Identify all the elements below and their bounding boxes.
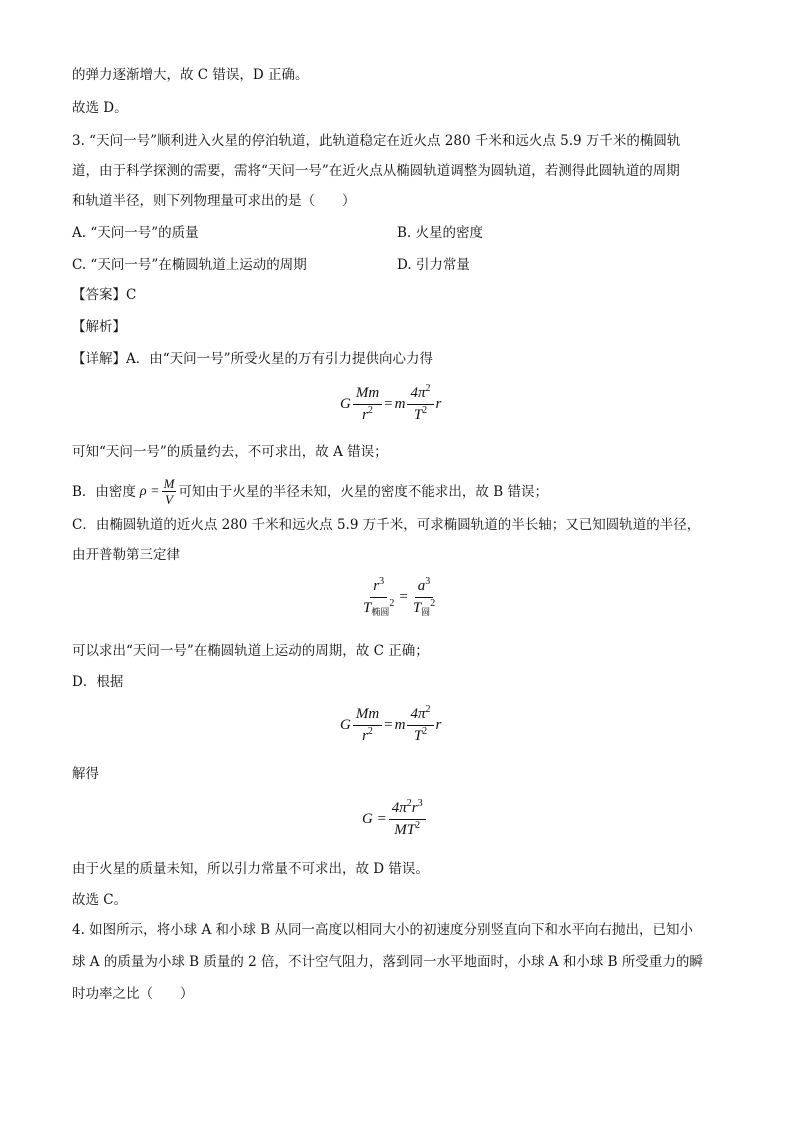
text-line: 的弹力逐渐增大，故 C 错误，D 正确。 <box>72 67 309 83</box>
d-line: D．根据 <box>72 674 124 690</box>
option-d: D. 引力常量 <box>397 257 470 273</box>
option-b: B. 火星的密度 <box>397 225 484 241</box>
gravity-equation-1: G $\frac{Mm}{r^2}$ = m $\frac{4\pi^2}{T^2}$ r <box>340 383 442 423</box>
result-equation: G = $\frac{4\pi^2r^3}{MT^2}$ <box>362 800 428 839</box>
conclusion-c: 可以求出“天问一号”在椭圆轨道上运动的周期，故 C 正确； <box>72 643 429 659</box>
density-line: B．由密度 ρ = $\frac{M}{V}$ 可知由于火星的半径未知，火星的密度不能求出，故 B 错误； <box>72 476 548 507</box>
c-line: 由开普勒第三定律 <box>72 547 180 563</box>
analysis-label: 【解析】 <box>72 319 126 335</box>
option-a: A. “天问一号”的质量 <box>72 225 199 241</box>
answer-label: 【答案】C <box>72 287 137 303</box>
question-3-line: 道，由于科学探测的需要，需将“天问一号”在近火点从椭圆轨道调整为圆轨道，若测得此圆轨道的周期 <box>72 163 680 179</box>
question-4-line: 时功率之比（ ） <box>72 986 194 1002</box>
option-c: C. “天问一号”在椭圆轨道上运动的周期 <box>72 257 307 273</box>
question-4-line: 球 A 的质量为小球 B 质量的 2 倍，不计空气阻力，落到同一水平地面时，小球 A 和小球 B 所受重力的瞬 <box>72 954 703 970</box>
detail-a-text: 【详解】A．由“天问一号”所受火星的万有引力提供向心力得 <box>72 351 434 367</box>
choice-line: 故选 C。 <box>72 892 128 908</box>
solve-label: 解得 <box>72 766 99 782</box>
question-3-line: 3. “天问一号”顺利进入火星的停泊轨道，此轨道稳定在近火点 280 千米和远火点 5.9 万千米的椭圆轨 <box>72 133 681 149</box>
conclusion-a: 可知“天问一号”的质量约去，不可求出，故 A 错误； <box>72 444 388 460</box>
kepler-equation: $\frac{r^3}{T_{椭圆}^2}$ = $\frac{a^3}{T_圆^2}$ <box>363 576 436 617</box>
question-3-line: 和轨道半径，则下列物理量可求出的是（ ） <box>72 193 356 209</box>
c-line: C．由椭圆轨道的近火点 280 千米和远火点 5.9 万千米，可求椭圆轨道的半长轴；又已知圆轨道的半径， <box>72 517 701 533</box>
gravity-equation-2: G $\frac{Mm}{r^2}$ = m $\frac{4\pi^2}{T^2}$ r <box>340 704 442 744</box>
text-line: 故选 D。 <box>72 100 128 116</box>
question-4-line: 4. 如图所示，将小球 A 和小球 B 从同一高度以相同大小的初速度分别竖直向下和水平向右抛出，已知小 <box>72 922 694 938</box>
conclusion-d: 由于火星的质量未知，所以引力常量不可求出，故 D 错误。 <box>72 861 429 877</box>
